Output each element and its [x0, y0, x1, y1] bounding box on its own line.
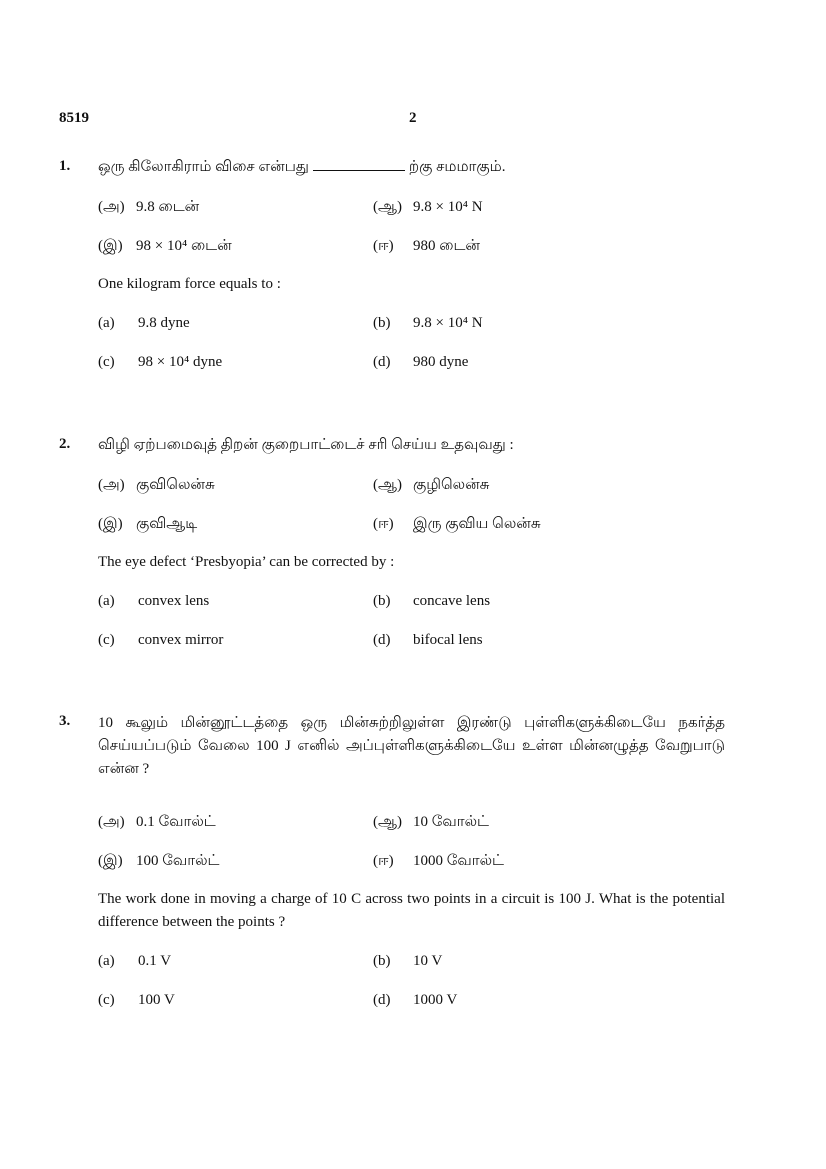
english-option-d — [373, 632, 483, 649]
tamil-option-b — [373, 198, 483, 217]
tamil-option-d — [373, 852, 504, 871]
option-label: (ஆ) — [373, 477, 402, 493]
option-text: 980 dyne — [413, 354, 469, 370]
option-label: (இ) — [98, 238, 123, 254]
option-label: (இ) — [98, 853, 123, 869]
tamil-option-a — [98, 813, 216, 832]
tamil-question-stem: விழி ஏற்பமைவுத் திறன் குறைபாட்டைச் சரி செய்ய உதவுவது : — [98, 437, 514, 453]
option-text: குவிஆடி — [136, 516, 198, 532]
option-text: 98 × 10⁴ டைன் — [136, 238, 232, 254]
stem-text-before-blank: ஒரு கிலோகிராம் விசை என்பது — [98, 159, 309, 175]
option-label: (d) — [373, 632, 391, 648]
question-number: 3. — [59, 713, 71, 729]
option-text: concave lens — [413, 593, 491, 609]
option-label: (ஈ) — [373, 516, 394, 532]
option-label: (c) — [98, 354, 115, 370]
option-text: 10 V — [413, 953, 443, 969]
option-text: இரு குவிய லென்சு — [413, 516, 541, 532]
option-label: (a) — [98, 953, 115, 969]
tamil-question-stem: 10 கூலும் மின்னூட்டத்தை ஒரு மின்சுற்றிலுள்ள இரண்டு புள்ளிகளுக்கிடையே நகர்த்த செய்யப்படும் வேலை 100 J எனில் அப்புள்ளிகளுக்கிடையே உள்ள மின்னழுத்த வேறுபாடு என்ன ? — [98, 715, 725, 777]
option-text: convex lens — [138, 593, 210, 609]
option-text: bifocal lens — [413, 632, 483, 648]
english-option-c — [98, 992, 175, 1009]
option-text: 0.1 வோல்ட் — [136, 814, 216, 830]
option-label: (b) — [373, 315, 391, 331]
option-label: (a) — [98, 593, 115, 609]
option-text: 9.8 டைன் — [136, 199, 200, 215]
option-label: (ஆ) — [373, 814, 402, 830]
option-label: (b) — [373, 953, 391, 969]
tamil-option-a — [98, 198, 199, 217]
tamil-option-c — [98, 515, 197, 534]
option-label: (இ) — [98, 516, 123, 532]
english-option-a — [98, 315, 190, 332]
question-number: 2. — [59, 436, 71, 452]
english-option-b — [373, 953, 442, 970]
option-label: (ஈ) — [373, 853, 394, 869]
tamil-option-d — [373, 237, 480, 256]
option-text: குவிலென்சு — [136, 477, 215, 493]
tamil-option-c — [98, 852, 219, 871]
english-question-stem: One kilogram force equals to : — [98, 276, 281, 292]
tamil-option-c — [98, 237, 232, 256]
option-text: 9.8 dyne — [138, 315, 190, 331]
option-label: (c) — [98, 632, 115, 648]
english-option-b — [373, 593, 490, 610]
option-label: (c) — [98, 992, 115, 1008]
question-number: 1. — [59, 158, 71, 174]
option-label: (அ) — [98, 814, 125, 830]
page-number: 2 — [409, 110, 417, 126]
option-label: (a) — [98, 315, 115, 331]
option-text: 100 வோல்ட் — [136, 853, 220, 869]
option-text: 1000 V — [413, 992, 458, 1008]
option-label: (அ) — [98, 199, 125, 215]
tamil-option-d — [373, 515, 541, 534]
english-option-c — [98, 354, 222, 371]
option-label: (b) — [373, 593, 391, 609]
english-option-c — [98, 632, 223, 649]
option-text: 9.8 × 10⁴ N — [413, 315, 483, 331]
option-text: 1000 வோல்ட் — [413, 853, 504, 869]
option-text: 10 வோல்ட் — [413, 814, 489, 830]
option-label: (d) — [373, 992, 391, 1008]
option-text: 98 × 10⁴ dyne — [138, 354, 223, 370]
stem-text-after-blank: ற்கு சமமாகும். — [408, 159, 506, 175]
english-question-stem: The eye defect ‘Presbyopia’ can be corrected by : — [98, 554, 395, 570]
option-label: (ஆ) — [373, 199, 402, 215]
english-option-d — [373, 992, 457, 1009]
tamil-option-b — [373, 476, 489, 495]
exam-code: 8519 — [59, 110, 89, 126]
option-text: 980 டைன் — [413, 238, 480, 254]
answer-blank — [313, 158, 405, 171]
english-question-stem: The work done in moving a charge of 10 C across two points in a circuit is 100 J. What is the potential difference between the points ? — [98, 891, 725, 930]
english-option-a — [98, 593, 209, 610]
english-option-a — [98, 953, 171, 970]
option-text: convex mirror — [138, 632, 224, 648]
english-option-d — [373, 354, 468, 371]
option-label: (அ) — [98, 477, 125, 493]
tamil-question-stem — [98, 158, 505, 177]
option-text: 100 V — [138, 992, 175, 1008]
option-text: 0.1 V — [138, 953, 172, 969]
option-text: 9.8 × 10⁴ N — [413, 199, 483, 215]
tamil-option-b — [373, 813, 489, 832]
option-text: குழிலென்சு — [413, 477, 490, 493]
option-label: (d) — [373, 354, 391, 370]
tamil-option-a — [98, 476, 215, 495]
english-option-b — [373, 315, 483, 332]
option-label: (ஈ) — [373, 238, 394, 254]
